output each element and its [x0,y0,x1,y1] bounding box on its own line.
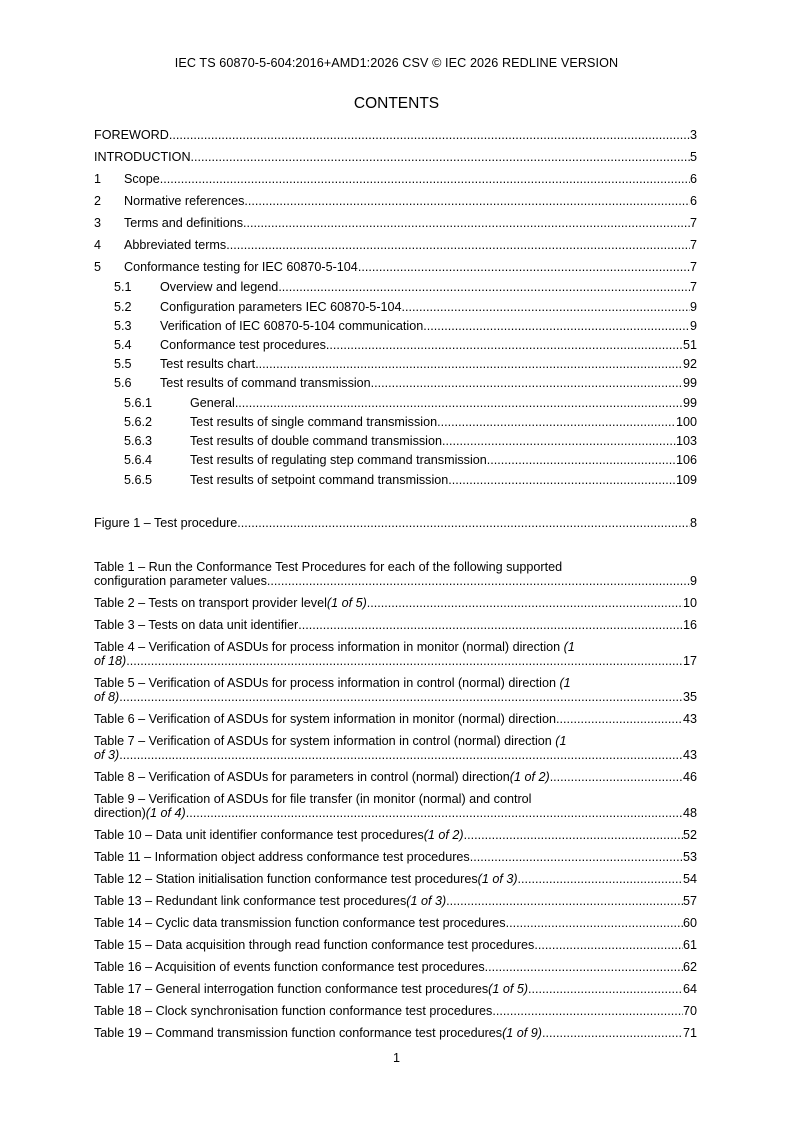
toc-page: 57 [682,894,697,908]
toc-entry-table-1[interactable] [94,560,697,588]
toc-page: 43 [682,712,697,726]
toc-page: 60 [682,916,697,930]
toc-entry-normative-references[interactable] [94,194,697,208]
toc-label: Test results of command transmission [160,376,371,390]
toc-label-line-1: Table 4 – Verification of ASDUs for process information in monitor (normal) direction [94,640,564,654]
toc-label: Table 11 – Information object address conformance test procedures [94,850,470,864]
toc-entry-table-4[interactable] [94,640,697,668]
toc-label: General [190,396,235,410]
toc-number: 5.6 [114,376,132,390]
toc-entry-table-5[interactable] [94,676,697,704]
toc-number: 5.2 [114,300,132,314]
toc-number: 5.5 [114,357,132,371]
toc-label: Table 19 – Command transmission function conformance test procedures [94,1026,503,1040]
toc-label-italic: of 18) [94,654,127,668]
toc-page: 61 [682,938,697,952]
toc-page: 92 [682,357,697,371]
toc-page: 71 [682,1026,697,1040]
toc-entry-5-6-2[interactable] [94,415,697,429]
toc-page: 51 [682,338,697,352]
toc-page: 62 [682,960,697,974]
toc-page: 99 [682,376,697,390]
toc-label-italic: of 8) [94,690,120,704]
toc-page: 8 [689,516,697,530]
toc-label: Conformance test procedures [160,338,326,352]
toc-entry-scope[interactable] [94,172,697,186]
toc-label: Conformance testing for IEC 60870-5-104 [124,260,358,274]
toc-number: 2 [94,194,102,208]
toc-label: INTRODUCTION [94,150,191,164]
toc-label-italic: of 3) [94,748,120,762]
toc-page: 7 [689,260,697,274]
toc-page: 17 [682,654,697,668]
toc-page: 64 [682,982,697,996]
toc-page: 16 [682,618,697,632]
toc-entry-5-6-4[interactable] [94,453,697,467]
toc-label: Table 8 – Verification of ASDUs for parameters in control (normal) direction [94,770,510,784]
toc-label-line-1: Table 7 – Verification of ASDUs for system information in control (normal) direction [94,734,556,748]
toc-label-italic: (1 [555,734,567,748]
toc-entry-introduction[interactable] [94,150,697,164]
toc-label: Table 10 – Data unit identifier conformance test procedures [94,828,424,842]
toc-label-italic: (1 of 4) [145,806,186,820]
toc-label: Test results chart [160,357,256,371]
toc-page: 3 [689,128,697,142]
toc-label-italic: (1 of 3) [477,872,518,886]
toc-label: Overview and legend [160,280,279,294]
toc-page: 10 [682,596,697,610]
toc-entry-table-3[interactable] [94,618,697,632]
toc-label: Verification of IEC 60870-5-104 communication [160,319,424,333]
toc-page: 54 [682,872,697,886]
toc-label-italic: (1 of 9) [502,1026,543,1040]
toc-page: 43 [682,748,697,762]
toc-entry-5-4[interactable] [94,338,697,352]
toc-entry-table-2[interactable] [94,596,697,610]
toc-number: 5.1 [114,280,132,294]
toc-number: 5.6.2 [124,415,153,429]
running-header: IEC TS 60870-5-604:2016+AMD1:2026 CSV © IEC 2026 REDLINE VERSION [174,56,619,70]
toc-page: 7 [689,238,697,252]
toc-number: 5.3 [114,319,132,333]
toc-page: 109 [675,473,697,487]
page-title: CONTENTS [353,95,440,112]
toc-page: 52 [682,828,697,842]
toc-label: Table 3 – Tests on data unit identifier [94,618,299,632]
toc-label: Table 16 – Acquisition of events function conformance test procedures [94,960,485,974]
toc-number: 1 [94,172,102,186]
toc-label-italic: (1 of 5) [488,982,529,996]
toc-entry-table-12[interactable] [94,872,697,886]
toc-page: 9 [689,300,697,314]
toc-label: Test results of setpoint command transmission [190,473,449,487]
page-number: 1 [392,1051,400,1065]
toc-entry-table-13[interactable] [94,894,697,908]
toc-page: 7 [689,216,697,230]
toc-entry-5-6-3[interactable] [94,434,697,448]
toc-label: Table 12 – Station initialisation function conformance test procedures [94,872,478,886]
toc-label: Table 18 – Clock synchronisation function conformance test procedures [94,1004,493,1018]
toc-page: 103 [675,434,697,448]
toc-entry-table-16[interactable] [94,960,697,974]
toc-entry-5-2[interactable] [94,300,697,314]
toc-number: 5 [94,260,102,274]
toc-label: configuration parameter values [94,574,267,588]
toc-page: 5 [689,150,697,164]
toc-label: direction) [94,806,146,820]
toc-page: 100 [675,415,697,429]
toc-entry-table-7[interactable] [94,734,697,762]
toc-entry-table-17[interactable] [94,982,697,996]
toc-entry-table-19[interactable] [94,1026,697,1040]
toc-entry-table-10[interactable] [94,828,697,842]
toc-tables [94,560,697,1040]
toc-entry-table-11[interactable] [94,850,697,864]
toc-label: Test results of regulating step command transmission [190,453,487,467]
toc-sections [94,128,697,487]
toc-label: Test results of double command transmission [190,434,442,448]
toc-number: 3 [94,216,102,230]
toc-page: 99 [682,396,697,410]
toc-label-italic: (1 [563,640,575,654]
toc-entry-conformance-testing[interactable] [94,260,697,274]
toc-label-line-1: Table 9 – Verification of ASDUs for file transfer (in monitor (normal) and control [94,792,532,806]
toc-entry-table-14[interactable] [94,916,697,930]
toc-label: Test results of single command transmission [190,415,438,429]
toc-entry-5-1[interactable] [94,280,697,294]
toc-entry-table-18[interactable] [94,1004,697,1018]
toc-label-italic: (1 [559,676,571,690]
toc-label-italic: (1 of 2) [509,770,550,784]
toc-page: 53 [682,850,697,864]
toc-label: Table 13 – Redundant link conformance test procedures [94,894,407,908]
toc-label: Terms and definitions [124,216,244,230]
toc-label: Scope [124,172,160,186]
toc-label: Figure 1 – Test procedure [94,516,238,530]
toc-page: 9 [689,574,697,588]
toc-page: 70 [682,1004,697,1018]
toc-label: Table 15 – Data acquisition through read function conformance test procedures [94,938,535,952]
toc-page: 6 [689,194,697,208]
toc-label-italic: (1 of 5) [326,596,367,610]
toc-entry-table-8[interactable] [94,770,697,784]
toc-entry-table-6[interactable] [94,712,697,726]
toc-number: 5.6.3 [124,434,153,448]
toc-label: Table 14 – Cyclic data transmission function conformance test procedures [94,916,506,930]
toc-entry-terms[interactable] [94,216,697,230]
toc-page: 6 [689,172,697,186]
toc-entry-figure-1[interactable] [94,516,697,530]
toc-number: 5.4 [114,338,132,352]
toc-page: 35 [682,690,697,704]
toc-entry-5-6-5[interactable] [94,473,697,487]
toc-entry-5-6-1[interactable] [94,396,697,410]
toc-entry-table-15[interactable] [94,938,697,952]
toc-label-line-1: Table 1 – Run the Conformance Test Procedures for each of the following supported [94,560,563,574]
toc-number: 5.6.1 [124,396,153,410]
toc-label: Configuration parameters IEC 60870-5-104 [160,300,402,314]
toc-page: 9 [689,319,697,333]
toc-number: 5.6.5 [124,473,153,487]
toc-entry-5-3[interactable] [94,319,697,333]
toc-page: 7 [689,280,697,294]
toc-figures [94,516,697,530]
toc-number: 5.6.4 [124,453,153,467]
toc-label-italic: (1 of 2) [423,828,464,842]
toc-entry-abbreviated-terms[interactable] [94,238,697,252]
toc-number: 4 [94,238,102,252]
toc-label-line-1: Table 5 – Verification of ASDUs for process information in control (normal) direction [94,676,560,690]
toc-label: Table 2 – Tests on transport provider level [94,596,327,610]
toc-entry-table-9[interactable] [94,792,697,820]
toc-entry-5-5[interactable] [94,357,697,371]
toc-label: FOREWORD [94,128,169,142]
toc-page: 106 [675,453,697,467]
toc-page: 48 [682,806,697,820]
toc-label: Table 17 – General interrogation function conformance test procedures [94,982,489,996]
toc-label: Table 6 – Verification of ASDUs for system information in monitor (normal) direction [94,712,556,726]
toc-label-italic: (1 of 3) [406,894,447,908]
toc-page: 46 [682,770,697,784]
toc-label: Normative references [124,194,245,208]
toc-entry-foreword[interactable] [94,128,697,142]
toc-label: Abbreviated terms [124,238,227,252]
toc-entry-5-6[interactable] [94,376,697,390]
